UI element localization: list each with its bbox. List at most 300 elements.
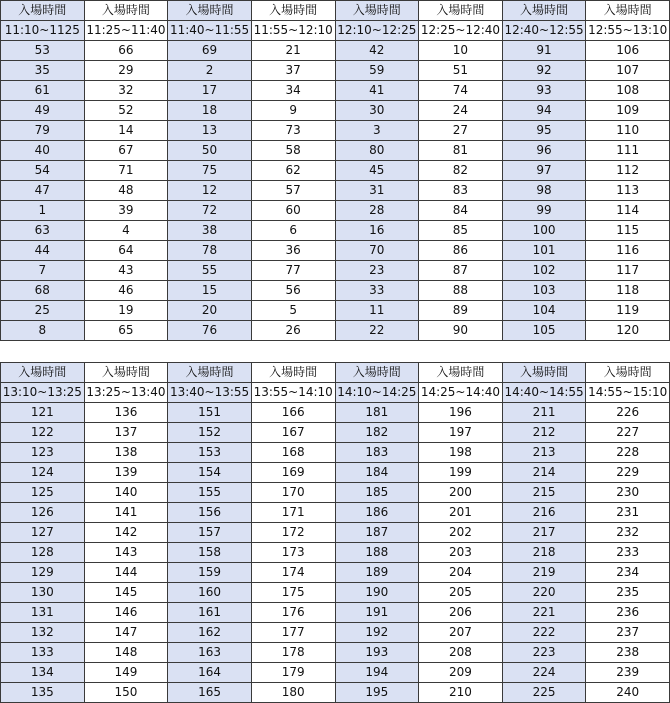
table-row [1,583,670,603]
number-cell[interactable]: 111 [586,141,670,161]
number-cell[interactable]: 180 [251,683,335,703]
number-cell[interactable]: 186 [335,503,419,523]
number-cell[interactable]: 21 [251,41,335,61]
number-cell[interactable]: 110 [586,121,670,141]
number-cell[interactable]: 165 [168,683,252,703]
number-cell[interactable]: 119 [586,301,670,321]
number-cell[interactable]: 2 [168,61,252,81]
number-cell[interactable]: 94 [502,101,586,121]
number-cell[interactable]: 138 [84,443,168,463]
number-cell[interactable]: 240 [586,683,670,703]
number-cell[interactable]: 57 [251,181,335,201]
number-cell[interactable]: 220 [502,583,586,603]
number-cell[interactable]: 86 [419,241,503,261]
header-label-row [1,363,670,383]
number-cell[interactable]: 105 [502,321,586,341]
number-cell[interactable]: 120 [586,321,670,341]
number-cell[interactable]: 238 [586,643,670,663]
table-row [1,663,670,683]
number-cell[interactable]: 183 [335,443,419,463]
number-cell[interactable]: 97 [502,161,586,181]
number-cell[interactable]: 231 [586,503,670,523]
number-cell[interactable]: 124 [1,463,85,483]
number-cell[interactable]: 16 [335,221,419,241]
number-cell[interactable]: 44 [1,241,85,261]
number-cell[interactable]: 188 [335,543,419,563]
number-cell[interactable]: 168 [251,443,335,463]
time-slot-row [1,21,670,41]
number-cell[interactable]: 61 [1,81,85,101]
number-cell[interactable]: 56 [251,281,335,301]
number-cell[interactable]: 106 [586,41,670,61]
number-cell[interactable]: 217 [502,523,586,543]
table-row [1,281,670,301]
number-cell[interactable]: 54 [1,161,85,181]
number-cell[interactable]: 140 [84,483,168,503]
time-slot-cell[interactable]: 14:10~14:25 [335,383,419,403]
number-cell[interactable]: 69 [168,41,252,61]
number-cell[interactable]: 162 [168,623,252,643]
table-row [1,563,670,583]
header-label-cell[interactable]: 入場時間 [502,1,586,21]
number-cell[interactable]: 135 [1,683,85,703]
number-cell[interactable]: 55 [168,261,252,281]
number-cell[interactable]: 218 [502,543,586,563]
table-row [1,121,670,141]
header-label-cell[interactable]: 入場時間 [168,363,252,383]
number-cell[interactable]: 46 [84,281,168,301]
number-cell[interactable]: 219 [502,563,586,583]
number-cell[interactable]: 207 [419,623,503,643]
time-slot-cell[interactable]: 11:55~12:10 [251,21,335,41]
header-label-cell[interactable]: 入場時間 [419,1,503,21]
number-cell[interactable]: 83 [419,181,503,201]
number-cell[interactable]: 35 [1,61,85,81]
number-cell[interactable]: 53 [1,41,85,61]
number-cell[interactable]: 202 [419,523,503,543]
number-cell[interactable]: 190 [335,583,419,603]
number-cell[interactable]: 26 [251,321,335,341]
number-cell[interactable]: 173 [251,543,335,563]
number-cell[interactable]: 4 [84,221,168,241]
number-cell[interactable]: 17 [168,81,252,101]
time-slot-cell[interactable]: 12:40~12:55 [502,21,586,41]
number-cell[interactable]: 31 [335,181,419,201]
table-row [1,181,670,201]
number-cell[interactable]: 95 [502,121,586,141]
number-cell[interactable]: 76 [168,321,252,341]
number-cell[interactable]: 5 [251,301,335,321]
table-row [1,403,670,423]
number-cell[interactable]: 121 [1,403,85,423]
number-cell[interactable]: 114 [586,201,670,221]
number-cell[interactable]: 236 [586,603,670,623]
number-cell[interactable]: 48 [84,181,168,201]
number-cell[interactable]: 227 [586,423,670,443]
number-cell[interactable]: 38 [168,221,252,241]
number-cell[interactable]: 201 [419,503,503,523]
number-cell[interactable]: 145 [84,583,168,603]
number-cell[interactable]: 118 [586,281,670,301]
number-cell[interactable]: 77 [251,261,335,281]
number-cell[interactable]: 211 [502,403,586,423]
number-cell[interactable]: 205 [419,583,503,603]
number-cell[interactable]: 232 [586,523,670,543]
number-cell[interactable]: 157 [168,523,252,543]
number-cell[interactable]: 122 [1,423,85,443]
number-cell[interactable]: 96 [502,141,586,161]
number-cell[interactable]: 184 [335,463,419,483]
number-cell[interactable]: 206 [419,603,503,623]
number-cell[interactable]: 108 [586,81,670,101]
header-label-cell[interactable]: 入場時間 [1,1,85,21]
number-cell[interactable]: 136 [84,403,168,423]
number-cell[interactable]: 153 [168,443,252,463]
number-cell[interactable]: 15 [168,281,252,301]
header-label-cell[interactable]: 入場時間 [419,363,503,383]
table-row [1,683,670,703]
number-cell[interactable]: 226 [586,403,670,423]
number-cell[interactable]: 109 [586,101,670,121]
number-cell[interactable]: 19 [84,301,168,321]
number-cell[interactable]: 22 [335,321,419,341]
header-label-cell[interactable]: 入場時間 [1,363,85,383]
number-cell[interactable]: 129 [1,563,85,583]
number-cell[interactable]: 132 [1,623,85,643]
time-slot-cell[interactable]: 14:25~14:40 [419,383,503,403]
number-cell[interactable]: 64 [84,241,168,261]
number-cell[interactable]: 101 [502,241,586,261]
table-row [1,483,670,503]
number-cell[interactable]: 203 [419,543,503,563]
number-cell[interactable]: 224 [502,663,586,683]
number-cell[interactable]: 141 [84,503,168,523]
table-row [1,503,670,523]
number-cell[interactable]: 112 [586,161,670,181]
number-cell[interactable]: 147 [84,623,168,643]
number-cell[interactable]: 213 [502,443,586,463]
number-cell[interactable]: 20 [168,301,252,321]
number-cell[interactable]: 24 [419,101,503,121]
number-cell[interactable]: 43 [84,261,168,281]
table-row [1,201,670,221]
number-cell[interactable]: 161 [168,603,252,623]
number-cell[interactable]: 230 [586,483,670,503]
number-cell[interactable]: 134 [1,663,85,683]
header-label-cell[interactable]: 入場時間 [502,363,586,383]
number-cell[interactable]: 34 [251,81,335,101]
table-row [1,301,670,321]
time-slot-cell[interactable]: 13:10~13:25 [1,383,85,403]
number-cell[interactable]: 102 [502,261,586,281]
time-slot-cell[interactable]: 12:55~13:10 [586,21,670,41]
number-cell[interactable]: 41 [335,81,419,101]
number-cell[interactable]: 197 [419,423,503,443]
number-cell[interactable]: 91 [502,41,586,61]
number-cell[interactable]: 87 [419,261,503,281]
number-cell[interactable]: 216 [502,503,586,523]
number-cell[interactable]: 179 [251,663,335,683]
number-cell[interactable]: 98 [502,181,586,201]
number-cell[interactable]: 199 [419,463,503,483]
number-cell[interactable]: 72 [168,201,252,221]
table-row [1,443,670,463]
number-cell[interactable]: 214 [502,463,586,483]
number-cell[interactable]: 156 [168,503,252,523]
number-cell[interactable]: 6 [251,221,335,241]
entry-time-table-morning [0,0,670,341]
number-cell[interactable]: 160 [168,583,252,603]
number-cell[interactable]: 169 [251,463,335,483]
number-cell[interactable]: 208 [419,643,503,663]
number-cell[interactable]: 115 [586,221,670,241]
number-cell[interactable]: 23 [335,261,419,281]
number-cell[interactable]: 177 [251,623,335,643]
number-cell[interactable]: 172 [251,523,335,543]
number-cell[interactable]: 78 [168,241,252,261]
time-slot-cell[interactable]: 13:40~13:55 [168,383,252,403]
table-row [1,221,670,241]
table-row [1,41,670,61]
number-cell[interactable]: 75 [168,161,252,181]
table-row [1,603,670,623]
number-cell[interactable]: 143 [84,543,168,563]
number-cell[interactable]: 149 [84,663,168,683]
number-cell[interactable]: 45 [335,161,419,181]
number-cell[interactable]: 47 [1,181,85,201]
time-slot-cell[interactable]: 12:25~12:40 [419,21,503,41]
number-cell[interactable]: 139 [84,463,168,483]
number-cell[interactable]: 52 [84,101,168,121]
number-cell[interactable]: 137 [84,423,168,443]
number-cell[interactable]: 37 [251,61,335,81]
number-cell[interactable]: 25 [1,301,85,321]
number-cell[interactable]: 62 [251,161,335,181]
header-label-cell[interactable]: 入場時間 [586,363,670,383]
table-row [1,643,670,663]
number-cell[interactable]: 49 [1,101,85,121]
table-row [1,141,670,161]
number-cell[interactable]: 104 [502,301,586,321]
time-slot-cell[interactable]: 13:55~14:10 [251,383,335,403]
number-cell[interactable]: 146 [84,603,168,623]
number-cell[interactable]: 3 [335,121,419,141]
number-cell[interactable]: 210 [419,683,503,703]
number-cell[interactable]: 130 [1,583,85,603]
number-cell[interactable]: 7 [1,261,85,281]
number-cell[interactable]: 142 [84,523,168,543]
number-cell[interactable]: 100 [502,221,586,241]
number-cell[interactable]: 63 [1,221,85,241]
number-cell[interactable]: 225 [502,683,586,703]
number-cell[interactable]: 82 [419,161,503,181]
number-cell[interactable]: 133 [1,643,85,663]
table-row [1,81,670,101]
number-cell[interactable]: 191 [335,603,419,623]
number-cell[interactable]: 13 [168,121,252,141]
time-slot-cell[interactable]: 14:40~14:55 [502,383,586,403]
number-cell[interactable]: 36 [251,241,335,261]
number-cell[interactable]: 1 [1,201,85,221]
number-cell[interactable]: 81 [419,141,503,161]
number-cell[interactable]: 192 [335,623,419,643]
number-cell[interactable]: 89 [419,301,503,321]
header-label-cell[interactable]: 入場時間 [335,363,419,383]
number-cell[interactable]: 107 [586,61,670,81]
header-label-cell[interactable]: 入場時間 [168,1,252,21]
number-cell[interactable]: 93 [502,81,586,101]
number-cell[interactable]: 32 [84,81,168,101]
number-cell[interactable]: 237 [586,623,670,643]
number-cell[interactable]: 113 [586,181,670,201]
time-slot-cell[interactable]: 12:10~12:25 [335,21,419,41]
number-cell[interactable]: 175 [251,583,335,603]
number-cell[interactable]: 103 [502,281,586,301]
number-cell[interactable]: 158 [168,543,252,563]
number-cell[interactable]: 128 [1,543,85,563]
time-slot-cell[interactable]: 13:25~13:40 [84,383,168,403]
number-cell[interactable]: 152 [168,423,252,443]
number-cell[interactable]: 239 [586,663,670,683]
time-slot-cell[interactable]: 14:55~15:10 [586,383,670,403]
number-cell[interactable]: 164 [168,663,252,683]
time-slot-cell[interactable]: 11:25~11:40 [84,21,168,41]
number-cell[interactable]: 14 [84,121,168,141]
number-cell[interactable]: 60 [251,201,335,221]
header-label-cell[interactable]: 入場時間 [84,1,168,21]
number-cell[interactable]: 117 [586,261,670,281]
number-cell[interactable]: 215 [502,483,586,503]
number-cell[interactable]: 88 [419,281,503,301]
number-cell[interactable]: 80 [335,141,419,161]
number-cell[interactable]: 150 [84,683,168,703]
number-cell[interactable]: 212 [502,423,586,443]
number-cell[interactable]: 125 [1,483,85,503]
table-row [1,261,670,281]
number-cell[interactable]: 71 [84,161,168,181]
number-cell[interactable]: 42 [335,41,419,61]
number-cell[interactable]: 123 [1,443,85,463]
number-cell[interactable]: 30 [335,101,419,121]
number-cell[interactable]: 166 [251,403,335,423]
number-cell[interactable]: 18 [168,101,252,121]
number-cell[interactable]: 209 [419,663,503,683]
number-cell[interactable]: 170 [251,483,335,503]
number-cell[interactable]: 167 [251,423,335,443]
number-cell[interactable]: 58 [251,141,335,161]
number-cell[interactable]: 40 [1,141,85,161]
number-cell[interactable]: 195 [335,683,419,703]
number-cell[interactable]: 233 [586,543,670,563]
number-cell[interactable]: 59 [335,61,419,81]
number-cell[interactable]: 159 [168,563,252,583]
number-cell[interactable]: 198 [419,443,503,463]
header-label-cell[interactable]: 入場時間 [335,1,419,21]
number-cell[interactable]: 185 [335,483,419,503]
number-cell[interactable]: 85 [419,221,503,241]
number-cell[interactable]: 84 [419,201,503,221]
number-cell[interactable]: 151 [168,403,252,423]
number-cell[interactable]: 68 [1,281,85,301]
number-cell[interactable]: 70 [335,241,419,261]
number-cell[interactable]: 174 [251,563,335,583]
number-cell[interactable]: 193 [335,643,419,663]
number-cell[interactable]: 50 [168,141,252,161]
table-row [1,101,670,121]
number-cell[interactable]: 39 [84,201,168,221]
number-cell[interactable]: 79 [1,121,85,141]
number-cell[interactable]: 127 [1,523,85,543]
number-cell[interactable]: 181 [335,403,419,423]
header-label-cell[interactable]: 入場時間 [586,1,670,21]
number-cell[interactable]: 182 [335,423,419,443]
number-cell[interactable]: 234 [586,563,670,583]
number-cell[interactable]: 8 [1,321,85,341]
number-cell[interactable]: 74 [419,81,503,101]
number-cell[interactable]: 10 [419,41,503,61]
entry-time-table-afternoon [0,362,670,703]
header-label-cell[interactable]: 入場時間 [84,363,168,383]
header-label-cell[interactable]: 入場時間 [251,363,335,383]
number-cell[interactable]: 189 [335,563,419,583]
time-slot-cell[interactable]: 11:10~1125 [1,21,85,41]
number-cell[interactable]: 229 [586,463,670,483]
number-cell[interactable]: 148 [84,643,168,663]
number-cell[interactable]: 73 [251,121,335,141]
number-cell[interactable]: 176 [251,603,335,623]
number-cell[interactable]: 187 [335,523,419,543]
number-cell[interactable]: 51 [419,61,503,81]
number-cell[interactable]: 33 [335,281,419,301]
number-cell[interactable]: 116 [586,241,670,261]
number-cell[interactable]: 99 [502,201,586,221]
number-cell[interactable]: 194 [335,663,419,683]
number-cell[interactable]: 92 [502,61,586,81]
number-cell[interactable]: 90 [419,321,503,341]
number-cell[interactable]: 9 [251,101,335,121]
number-cell[interactable]: 204 [419,563,503,583]
number-cell[interactable]: 67 [84,141,168,161]
table-row [1,161,670,181]
number-cell[interactable]: 235 [586,583,670,603]
number-cell[interactable]: 29 [84,61,168,81]
number-cell[interactable]: 221 [502,603,586,623]
number-cell[interactable]: 171 [251,503,335,523]
number-cell[interactable]: 11 [335,301,419,321]
number-cell[interactable]: 200 [419,483,503,503]
table-row [1,523,670,543]
number-cell[interactable]: 154 [168,463,252,483]
number-cell[interactable]: 126 [1,503,85,523]
number-cell[interactable]: 27 [419,121,503,141]
number-cell[interactable]: 155 [168,483,252,503]
number-cell[interactable]: 222 [502,623,586,643]
header-label-cell[interactable]: 入場時間 [251,1,335,21]
number-cell[interactable]: 228 [586,443,670,463]
number-cell[interactable]: 12 [168,181,252,201]
number-cell[interactable]: 163 [168,643,252,663]
number-cell[interactable]: 196 [419,403,503,423]
time-slot-cell[interactable]: 11:40~11:55 [168,21,252,41]
number-cell[interactable]: 223 [502,643,586,663]
number-cell[interactable]: 28 [335,201,419,221]
number-cell[interactable]: 144 [84,563,168,583]
number-cell[interactable]: 65 [84,321,168,341]
number-cell[interactable]: 178 [251,643,335,663]
number-cell[interactable]: 66 [84,41,168,61]
number-cell[interactable]: 131 [1,603,85,623]
table-row [1,241,670,261]
